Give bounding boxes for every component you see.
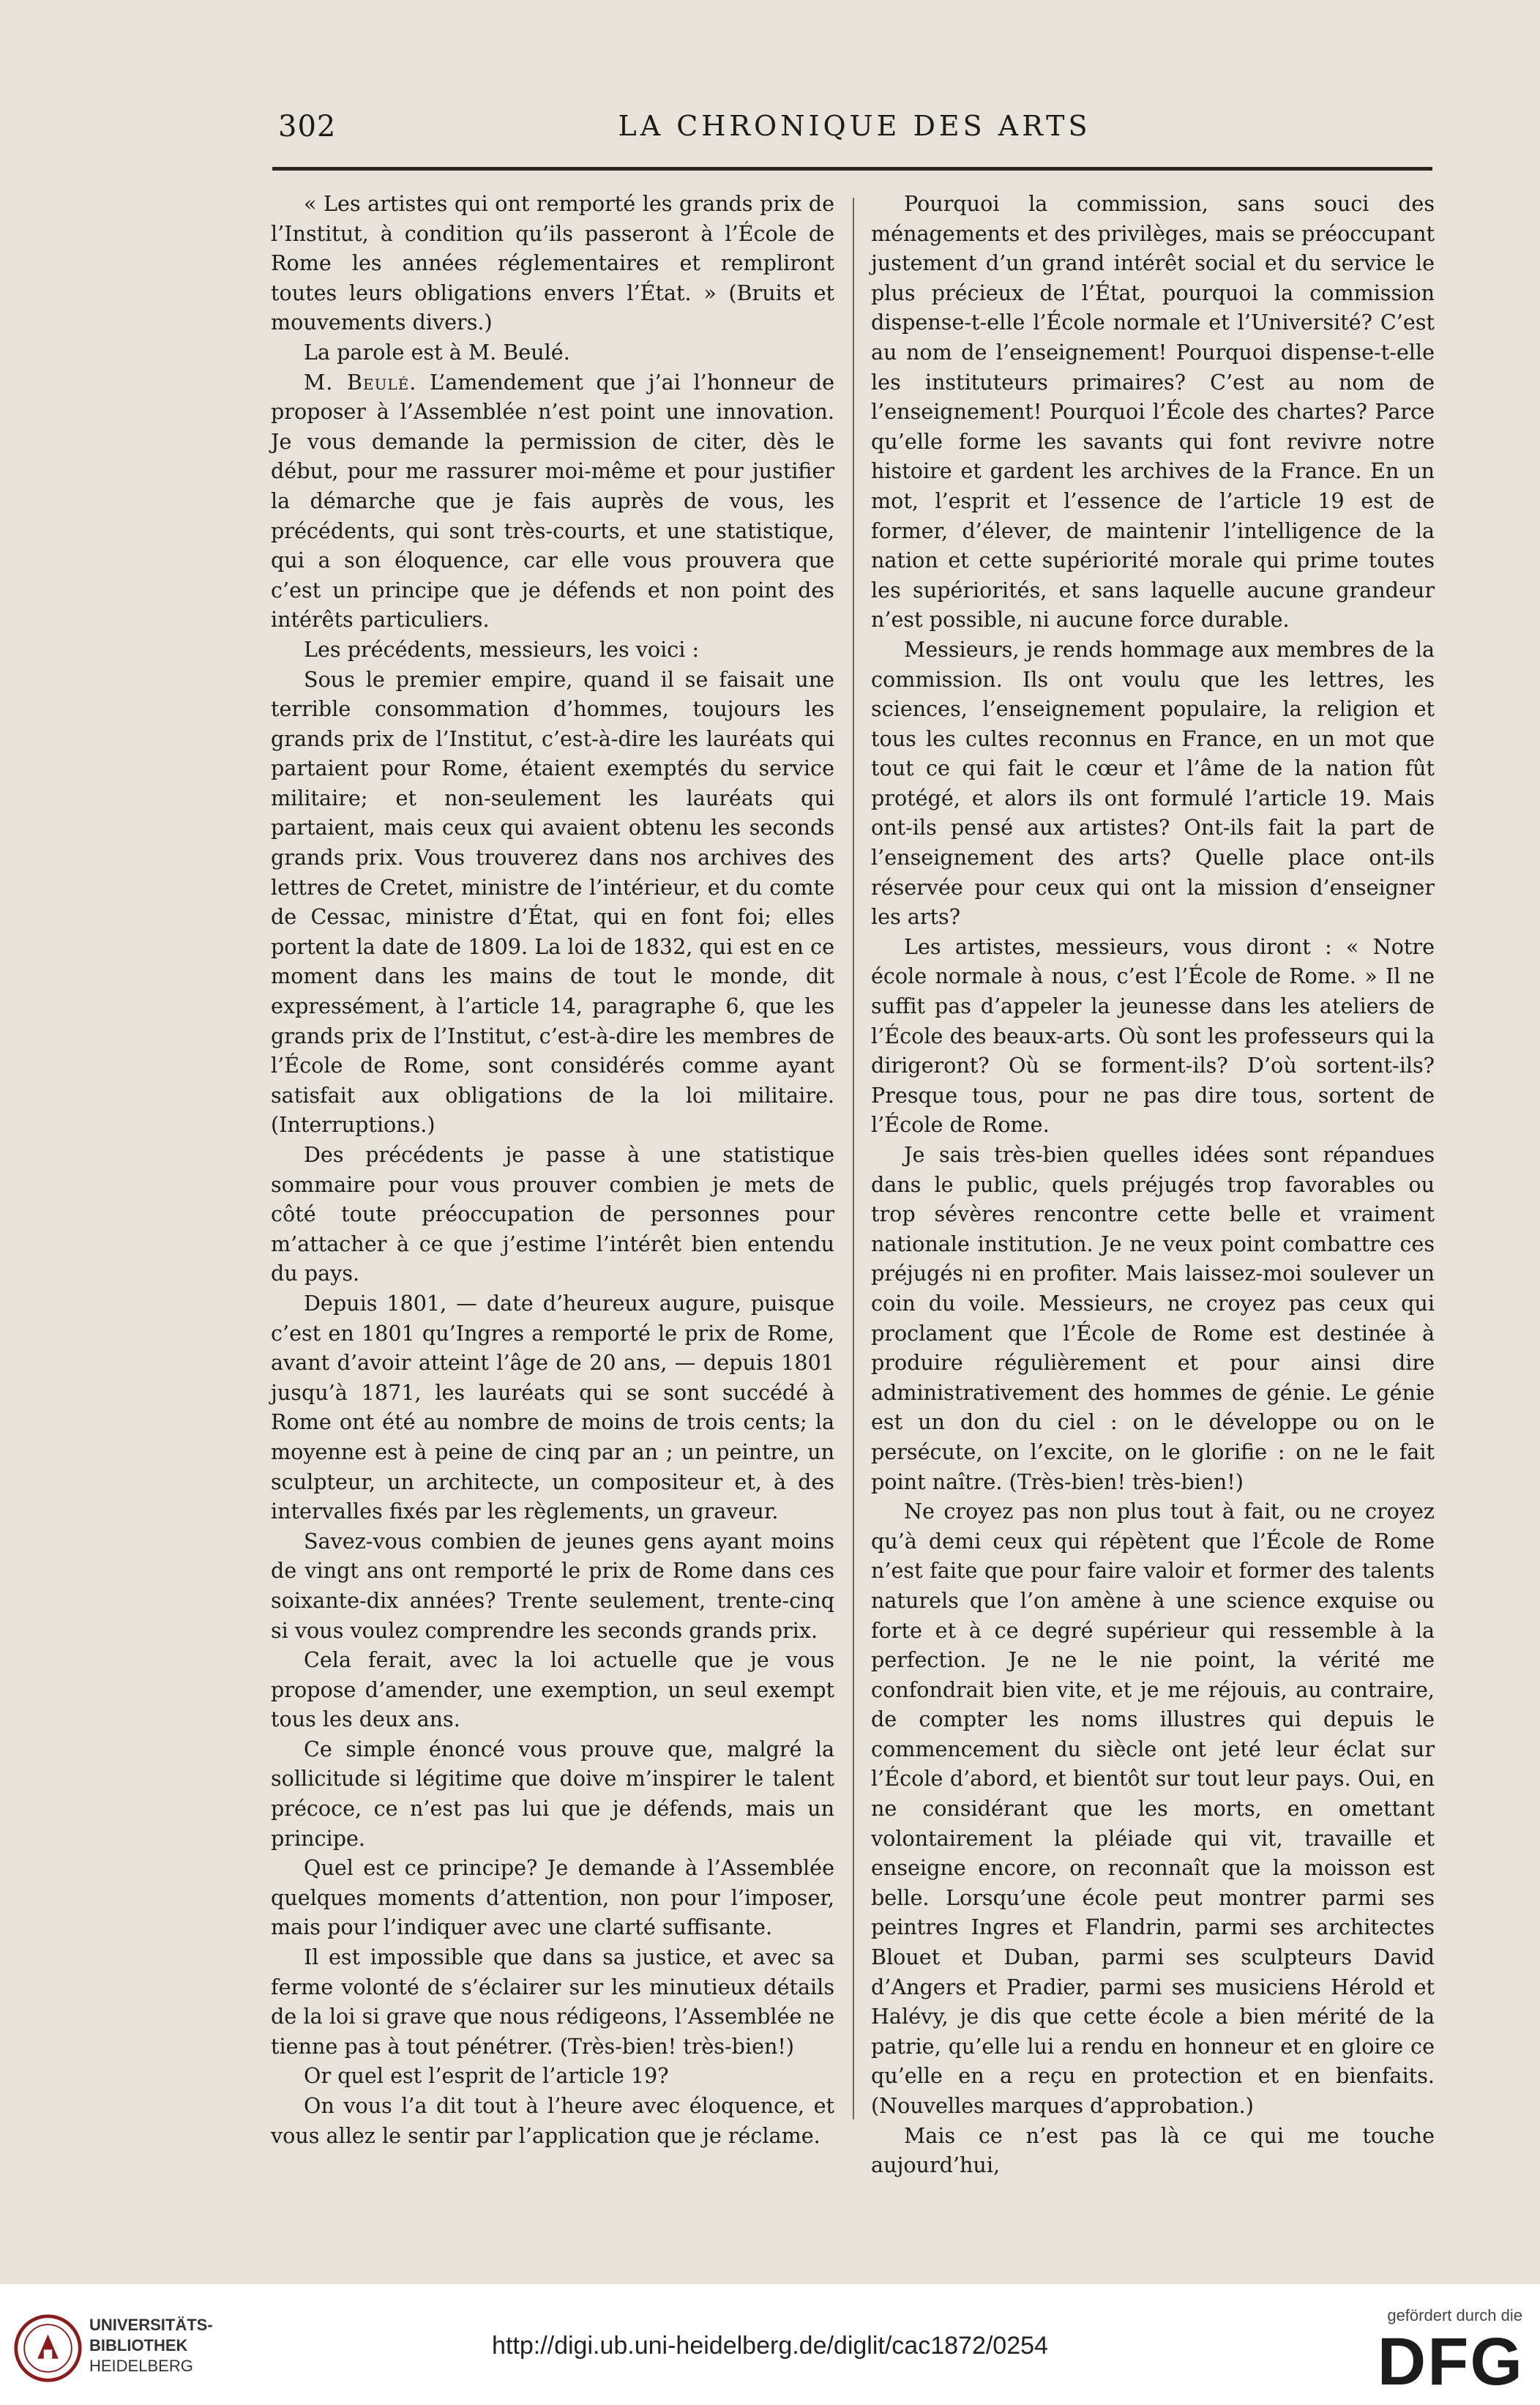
paragraph: Des précédents je passe à une statistique sommaire pour vous prouver combien je mets de côté toute préoccupation de personnes pour m’attacher à ce que j’estime l’intérêt bien entendu du pays. bbox=[271, 1142, 834, 1286]
left-column bbox=[271, 189, 834, 2150]
header-rule bbox=[272, 167, 1432, 171]
paragraph: Depuis 1801, — date d’heureux augure, puisque c’est en 1801 qu’Ingres a remporté le prix de Rome, avant d’avoir atteint l’âge de 20 ans, — depuis 1801 jusqu’à 1871, les lauréats qui se sont succédé à Rome ont été au nombre de moins de trois cents; la moyenne est à peine de cinq par an ; un peintre, un sculpteur, un architecte, un compositeur et, à des intervalles fixés par les règlements, un graveur. bbox=[271, 1290, 834, 1524]
paragraph bbox=[271, 368, 834, 635]
paragraph: Savez-vous combien de jeunes gens ayant moins de vingt ans ont remporté le prix de Rome dans ces soixante-dix années? Trente seulement, trente-cinq si vous voulez comprendre les seconds grands prix. bbox=[271, 1528, 834, 1643]
paragraph: Or quel est l’esprit de l’article 19? bbox=[304, 2063, 669, 2089]
right-column bbox=[871, 189, 1435, 2180]
paragraph: Messieurs, je rends hommage aux membres de la commission. Ils ont voulu que les lettres, les sciences, l’enseignement populaire, la religion et tous les cultes reconnus en France, en un mot que tout ce qui fait le cœur et l’âme de la nation fût protégé, et alors ils ont formulé l’article 19. Mais ont-ils pensé aux artistes? Ont-ils fait la part de l’enseignement des arts? Quelle place ont-ils réservée pour ceux qui ont la mission d’enseigner les arts? bbox=[871, 636, 1435, 930]
speech-text: L’amendement que j’ai l’honneur de proposer à l’Assemblée n’est point une innovation. Je vous demande la permission de citer, dès le début, pour me rassurer moi-même et pour justifier la démarche que je fais auprès de vous, les précédents, qui sont très-courts, et une statistique, qui a son éloquence, car elle vous prouvera que c’est un principe que je défends et non point des intérêts particuliers. bbox=[271, 369, 834, 633]
paragraph: Mais ce n’est pas là ce qui me touche aujourd’hui, bbox=[871, 2122, 1435, 2178]
paragraph: Quel est ce principe? Je demande à l’Assemblée quelques moments d’attention, non pour l’imposer, mais pour l’indiquer avec une clarté suffisante. bbox=[271, 1855, 834, 1940]
speaker-name: M. Beulé. bbox=[304, 369, 417, 395]
paragraph: Ce simple énoncé vous prouve que, malgré la sollicitude si légitime que doive m’inspirer le talent précoce, ce n’est pas lui que je défends, mais un principe. bbox=[271, 1736, 834, 1851]
digitization-footer bbox=[0, 2284, 1540, 2405]
paragraph: Les artistes, messieurs, vous diront : « Notre école normale à nous, c’est l’École de Rome. » Il ne suffit pas d’appeler la jeunesse dans les ateliers de l’École des beaux-arts. Où sont les professeurs qui la dirigeront? Où se forment-ils? D’où sortent-ils? Presque tous, pour ne pas dire tous, sortent de l’École de Rome. bbox=[871, 933, 1435, 1138]
funding-note: gefördert durch die bbox=[1387, 2306, 1522, 2324]
paragraph: Cela ferait, avec la loi actuelle que je vous propose d’amender, une exemption, un seul exempt tous les deux ans. bbox=[271, 1647, 834, 1732]
running-title: LA CHRONIQUE DES ARTS bbox=[618, 110, 1091, 142]
source-url[interactable]: http://digi.ub.uni-heidelberg.de/diglit/cac1872/0254 bbox=[492, 2332, 1048, 2360]
paragraph: Sous le premier empire, quand il se faisait une terrible consommation d’hommes, toujours les grands prix de l’Institut, c’est-à-dire les lauréats qui partaient pour Rome, étaient exemptés du service militaire; et non-seulement les lauréats qui partaient, mais ceux qui avaient obtenu les seconds grands prix. Vous trouverez dans nos archives des lettres de Cretet, ministre de l’intérieur, et du comte de Cessac, ministre d’État, qui en font foi; elles portent la date de 1809. La loi de 1832, qui est en ce moment dans les mains de tout le monde, dit expressément, à l’article 14, paragraphe 6, que les grands prix de l’Institut, c’est-à-dire les membres de l’École de Rome, sont considérés comme ayant satisfait aux obligations de la loi militaire. (Interruptions.) bbox=[271, 666, 834, 1138]
paragraph: « Les artistes qui ont remporté les grands prix de l’Institut, à condition qu’ils passeront à l’École de Rome les années réglementaires et rempliront toutes leurs obligations envers l’État. » (Bruits et mouvements divers.) bbox=[271, 191, 834, 335]
university-library-name: UNIVERSITÄTS- BIBLIOTHEK HEIDELBERG bbox=[89, 2316, 213, 2375]
paragraph: Pourquoi la commission, sans souci des ménagements et des privilèges, mais se préoccupant justement d’un grand intérêt social et du service le plus précieux de l’État, pourquoi la commission dispense-t-elle l’École normale et l’Université? C’est au nom de l’enseignement! Pourquoi dispense-t-elle les instituteurs primaires? C’est au nom de l’enseignement! Pourquoi l’École des chartes? Parce qu’elle forme les savants qui font revivre notre histoire et gardent les archives de la France. En un mot, l’esprit et l’essence de l’article 19 est de former, d’élever, de maintenir l’intelligence de la nation et cette supériorité morale qui prime toutes les supériorités, et sans laquelle aucune grandeur n’est possible, ni aucune force durable. bbox=[871, 191, 1435, 633]
paragraph: On vous l’a dit tout à l’heure avec éloquence, et vous allez le sentir par l’application que je réclame. bbox=[271, 2093, 834, 2148]
paragraph: La parole est à M. Beulé. bbox=[304, 339, 570, 365]
paragraph: Les précédents, messieurs, les voici : bbox=[304, 636, 700, 662]
dfg-logo: DFG bbox=[1377, 2324, 1524, 2399]
page-number: 302 bbox=[278, 110, 337, 143]
column-divider bbox=[853, 198, 854, 2119]
paragraph: Je sais très-bien quelles idées sont répandues dans le public, quels préjugés trop favorables ou trop sévères rencontre cette belle et vraiment nationale institution. Je ne veux point combattre ces préjugés ni en profiter. Mais laissez-moi soulever un coin du voile. Messieurs, ne croyez pas ceux qui proclament que l’École de Rome est destinée à produire régulièrement et pour ainsi dire administrativement des hommes de génie. Le génie est un don du ciel : on le développe ou on le persécute, on l’excite, on le glorifie : on ne le fait point naître. (Très-bien! très-bien!) bbox=[871, 1142, 1435, 1494]
paragraph: Il est impossible que dans sa justice, et avec sa ferme volonté de s’éclairer sur les minutieux détails de la loi si grave que nous rédigeons, l’Assemblée ne tienne pas à tout pénétrer. (Très-bien! très-bien!) bbox=[271, 1944, 834, 2059]
paragraph: Ne croyez pas non plus tout à fait, ou ne croyez qu’à demi ceux qui répètent que l’École de Rome n’est faite que pour faire valoir et former des talents naturels que l’on amène à une science exquise ou forte et à ce degré supérieur qui ressemble à la perfection. Je ne le nie point, la vérité me confondrait bien vite, et je me réjouis, au contraire, de compter les noms illustres qui depuis le commencement du siècle ont jeté leur éclat sur l’École d’abord, et bientôt sur tout leur pays. Oui, en ne considérant que les morts, en omettant volontairement la pléiade qui vit, travaille et enseigne encore, on reconnaît que la moisson est belle. Lorsqu’une école peut montrer parmi ses peintres Ingres et Flandrin, parmi ses architectes Blouet et Duban, parmi ses sculpteurs David d’Angers et Pradier, parmi ses musiciens Hérold et Halévy, je dis que cette école a bien mérité de la patrie, qu’elle lui a rendu en honneur et en gloire ce qu’elle en a reçu en protection et en bienfaits. (Nouvelles marques d’approbation.) bbox=[871, 1499, 1435, 2118]
page-header bbox=[278, 110, 1431, 154]
